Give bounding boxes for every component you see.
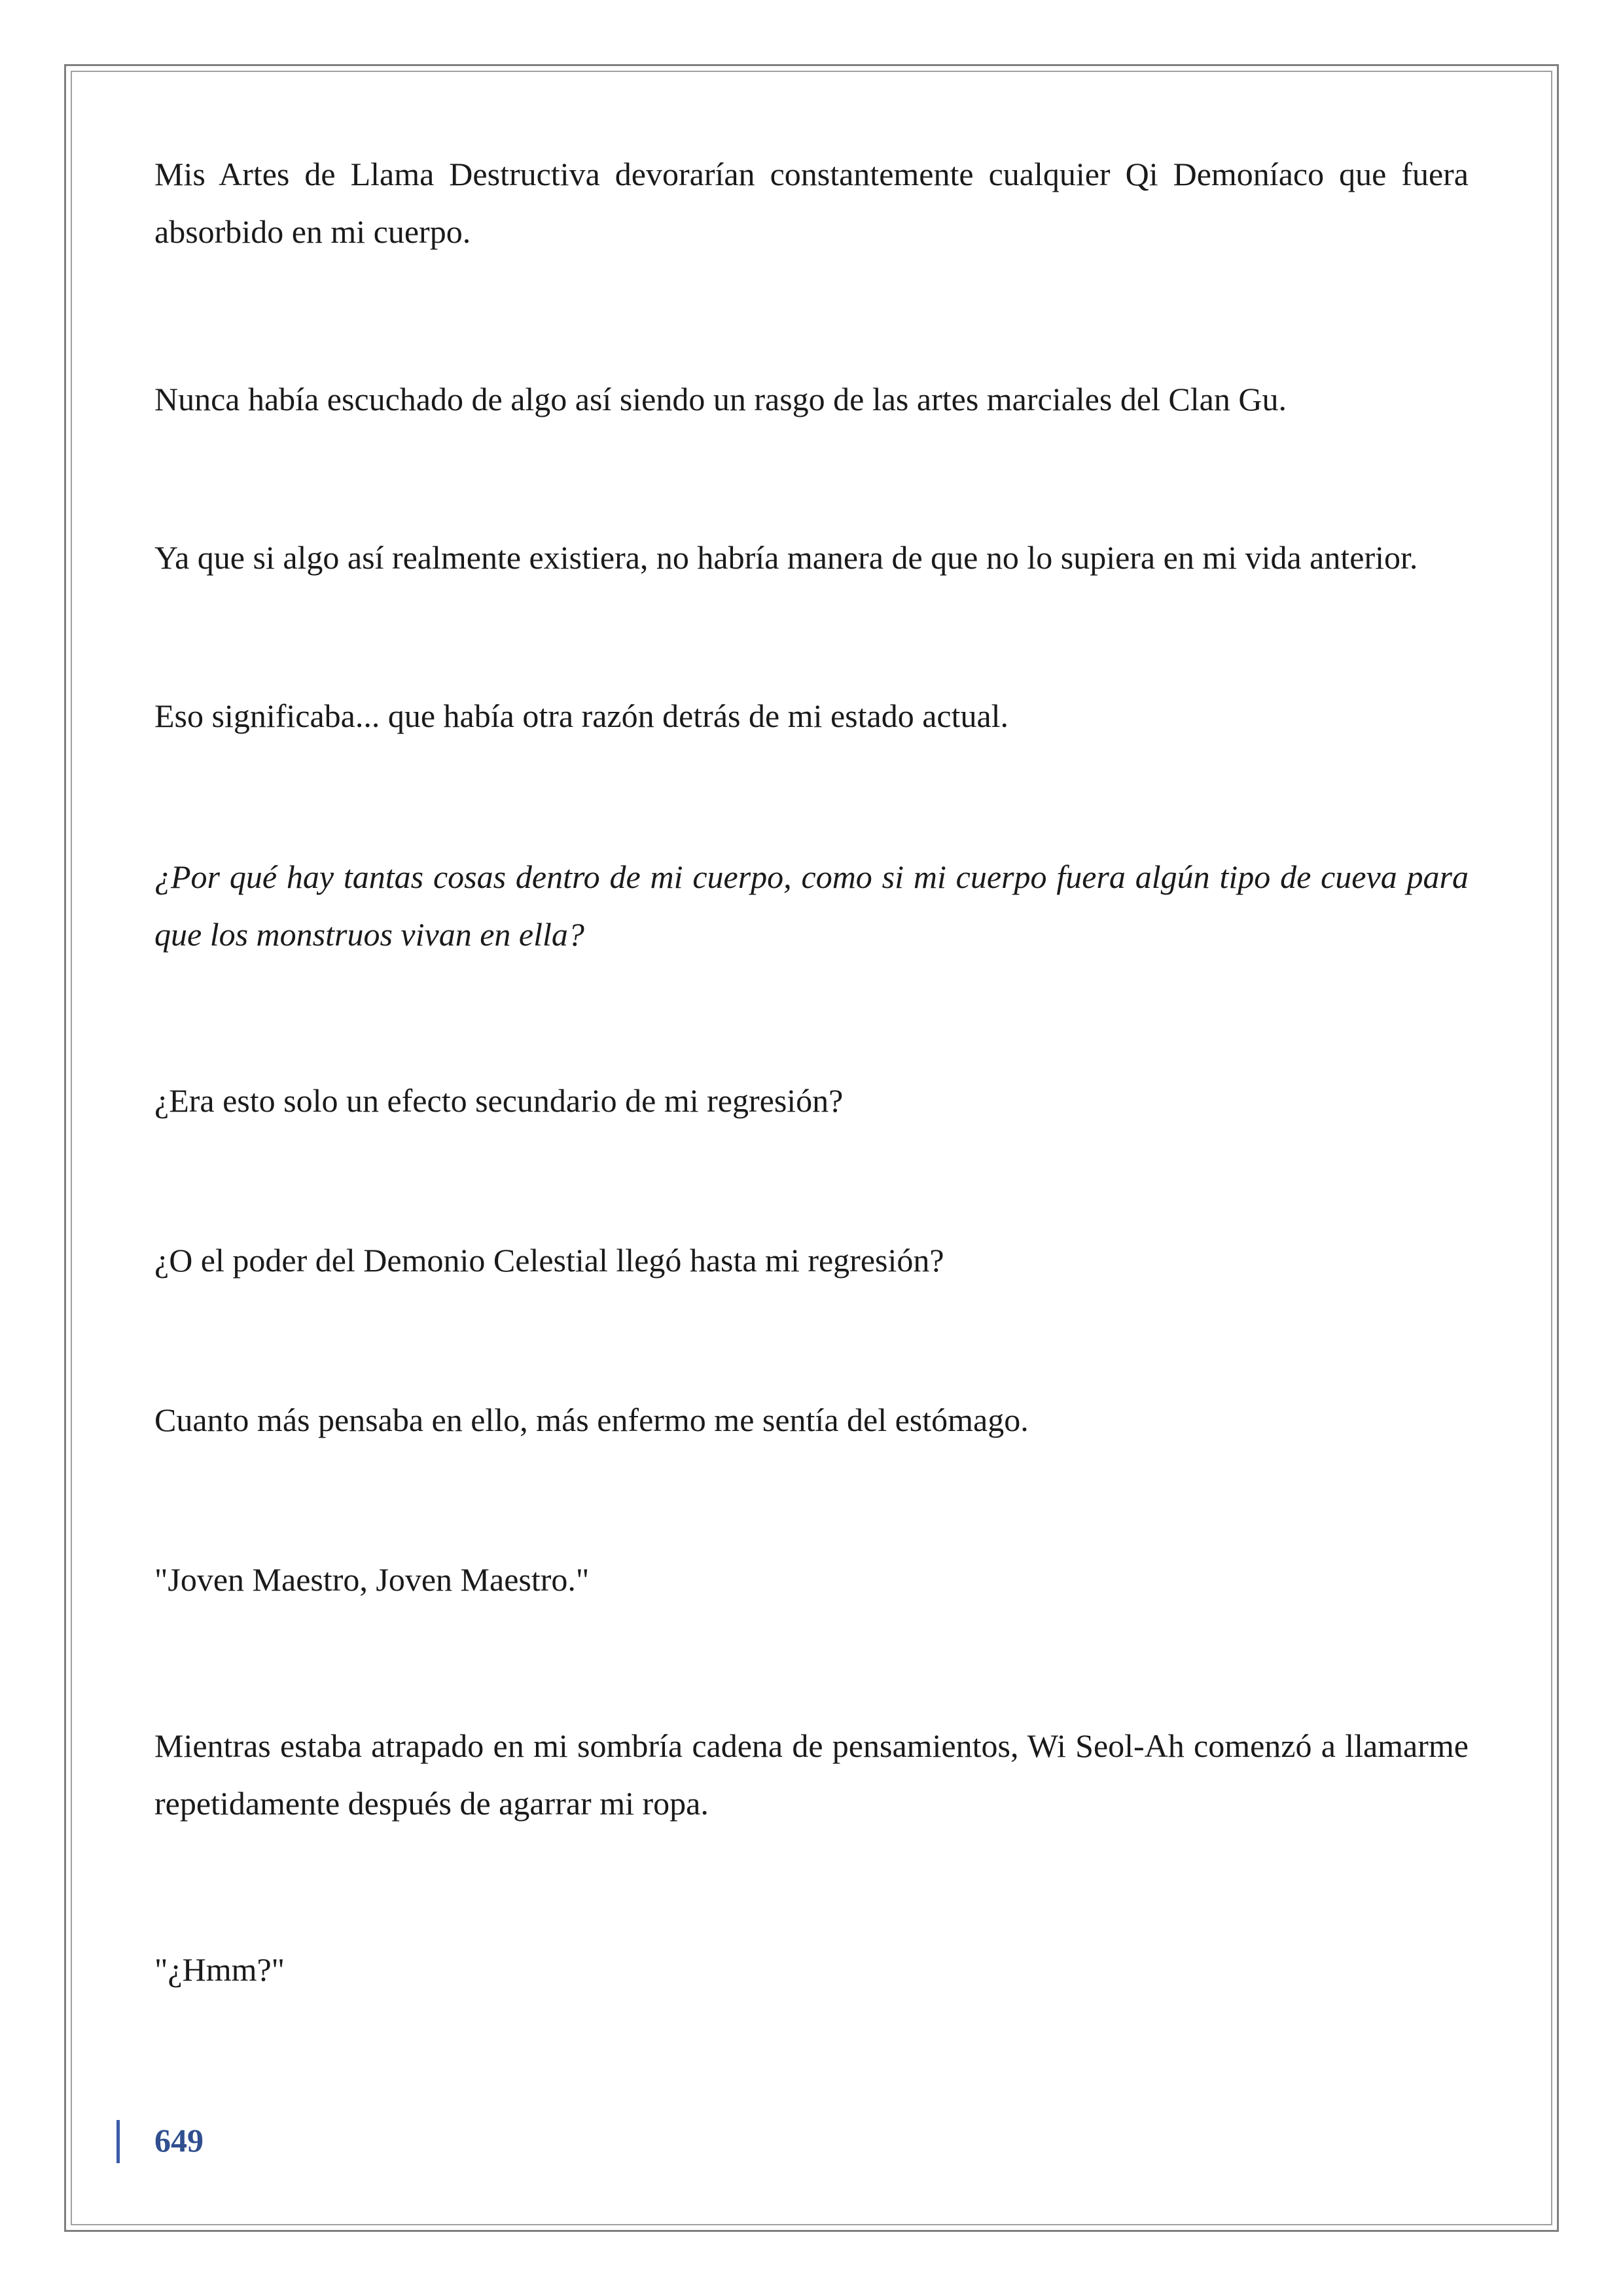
paragraph: ¿O el poder del Demonio Celestial llegó hasta mi regresión? (154, 1242, 944, 1279)
paragraph: "Joven Maestro, Joven Maestro." (154, 1561, 590, 1598)
paragraph-italic: ¿Por qué hay tantas cosas dentro de mi cuerpo, como si mi cuerpo fuera algún tipo de cueva para que los monstruos vivan en ella? (154, 858, 1469, 953)
paragraph: Nunca había escuchado de algo así siendo un rasgo de las artes marciales del Clan Gu. (154, 381, 1287, 417)
paragraph: ¿Era esto solo un efecto secundario de mi regresión? (154, 1082, 844, 1119)
paragraph: Cuanto más pensaba en ello, más enfermo me sentía del estómago. (154, 1402, 1029, 1438)
paragraph: Mientras estaba atrapado en mi sombría cadena de pensamientos, Wi Seol-Ah comenzó a llamarme repetidamente después de agarrar mi ropa. (154, 1727, 1469, 1822)
paragraph: Ya que si algo así realmente existiera, no habría manera de que no lo supiera en mi vida anterior. (154, 539, 1418, 576)
paragraph: Mis Artes de Llama Destructiva devorarían constantemente cualquier Qi Demoníaco que fuera absorbido en mi cuerpo. (154, 156, 1469, 250)
page-number: 649 (154, 2122, 204, 2159)
footer-accent-bar (116, 2120, 120, 2163)
paragraph: Eso significaba... que había otra razón detrás de mi estado actual. (154, 698, 1009, 734)
paragraph: "¿Hmm?" (154, 1951, 285, 1988)
